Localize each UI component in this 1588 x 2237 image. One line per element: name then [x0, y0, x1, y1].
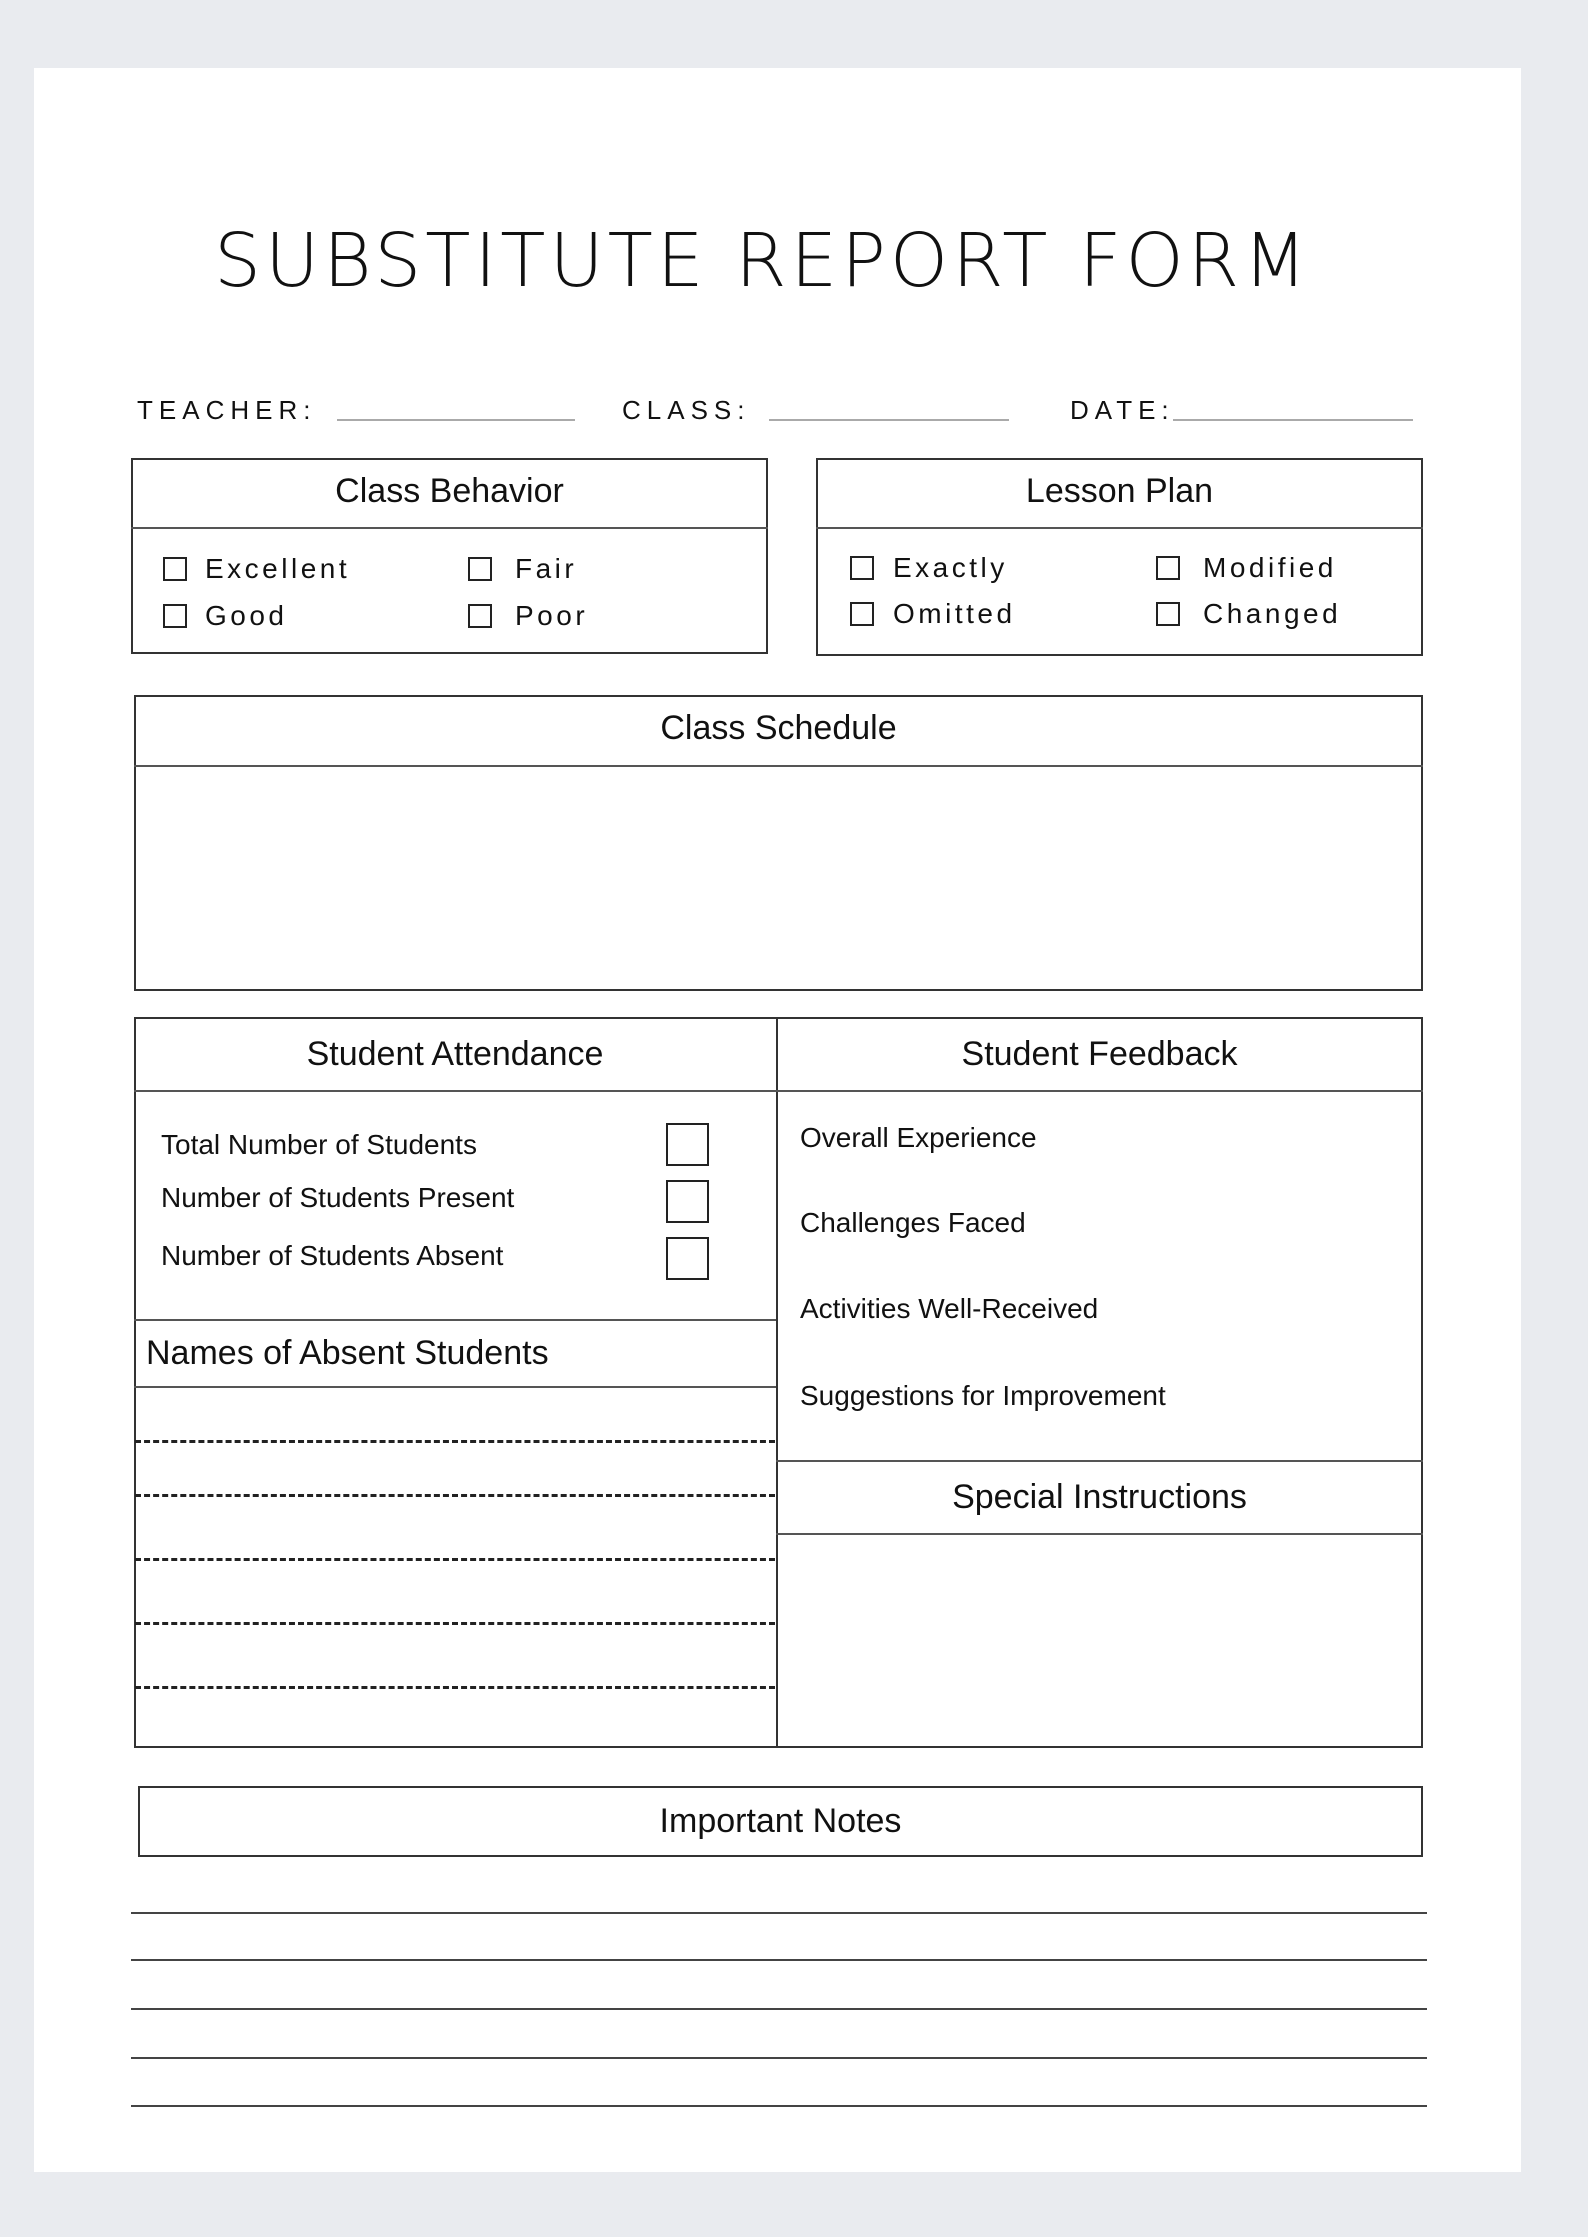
divider — [134, 765, 1423, 767]
total-students-field[interactable] — [666, 1123, 709, 1166]
changed-label: Changed — [1203, 598, 1342, 629]
page-title: SUBSTITUTE REPORT FORM — [214, 218, 1312, 304]
teacher-field[interactable] — [337, 419, 575, 421]
absent-name-line[interactable] — [135, 1494, 775, 1497]
feedback-suggestions: Suggestions for Improvement — [800, 1380, 1166, 1411]
date-field[interactable] — [1173, 419, 1413, 421]
divider — [134, 1319, 776, 1321]
divider — [776, 1460, 1423, 1462]
excellent-checkbox[interactable] — [163, 557, 187, 581]
absent-name-line[interactable] — [135, 1558, 775, 1561]
attendance-feedback-section — [134, 1017, 1423, 1748]
students-absent-label: Number of Students Absent — [161, 1240, 504, 1271]
student-attendance-title: Student Attendance — [306, 1035, 604, 1073]
class-behavior-title: Class Behavior — [335, 472, 564, 510]
good-checkbox[interactable] — [163, 604, 187, 628]
modified-checkbox[interactable] — [1156, 556, 1180, 580]
divider — [776, 1533, 1423, 1535]
total-students-label: Total Number of Students — [161, 1129, 477, 1160]
absent-names-title: Names of Absent Students — [146, 1334, 549, 1372]
exactly-checkbox[interactable] — [850, 556, 874, 580]
modified-label: Modified — [1203, 552, 1337, 583]
class-schedule-title: Class Schedule — [660, 709, 897, 747]
divider — [134, 1090, 1423, 1092]
divider — [776, 1017, 778, 1748]
students-absent-field[interactable] — [666, 1237, 709, 1280]
students-present-field[interactable] — [666, 1180, 709, 1223]
class-label: CLASS: — [622, 395, 751, 425]
divider — [816, 527, 1423, 529]
feedback-activities: Activities Well-Received — [800, 1293, 1099, 1324]
absent-name-line[interactable] — [135, 1686, 775, 1689]
students-present-label: Number of Students Present — [161, 1182, 515, 1213]
notes-line[interactable] — [131, 1959, 1427, 1961]
fair-checkbox[interactable] — [468, 557, 492, 581]
changed-checkbox[interactable] — [1156, 602, 1180, 626]
special-instructions-title: Special Instructions — [952, 1478, 1247, 1516]
notes-line[interactable] — [131, 2057, 1427, 2059]
absent-name-line[interactable] — [135, 1440, 775, 1443]
student-feedback-title: Student Feedback — [961, 1035, 1238, 1073]
divider — [131, 527, 768, 529]
date-label: DATE: — [1070, 395, 1175, 425]
notes-line[interactable] — [131, 1912, 1427, 1914]
good-label: Good — [205, 600, 288, 631]
notes-line[interactable] — [131, 2105, 1427, 2107]
excellent-label: Excellent — [205, 553, 351, 584]
absent-name-line[interactable] — [135, 1622, 775, 1625]
feedback-challenges-faced: Challenges Faced — [800, 1207, 1026, 1238]
lesson-plan-title: Lesson Plan — [1025, 472, 1214, 510]
feedback-overall-experience: Overall Experience — [800, 1122, 1037, 1153]
poor-checkbox[interactable] — [468, 604, 492, 628]
teacher-label: TEACHER: — [137, 395, 317, 425]
exactly-label: Exactly — [893, 552, 1008, 583]
class-field[interactable] — [769, 419, 1009, 421]
divider — [134, 1386, 776, 1388]
notes-line[interactable] — [131, 2008, 1427, 2010]
important-notes-title: Important Notes — [659, 1802, 902, 1840]
poor-label: Poor — [515, 600, 589, 631]
omitted-label: Omitted — [893, 598, 1016, 629]
omitted-checkbox[interactable] — [850, 602, 874, 626]
fair-label: Fair — [515, 553, 578, 584]
